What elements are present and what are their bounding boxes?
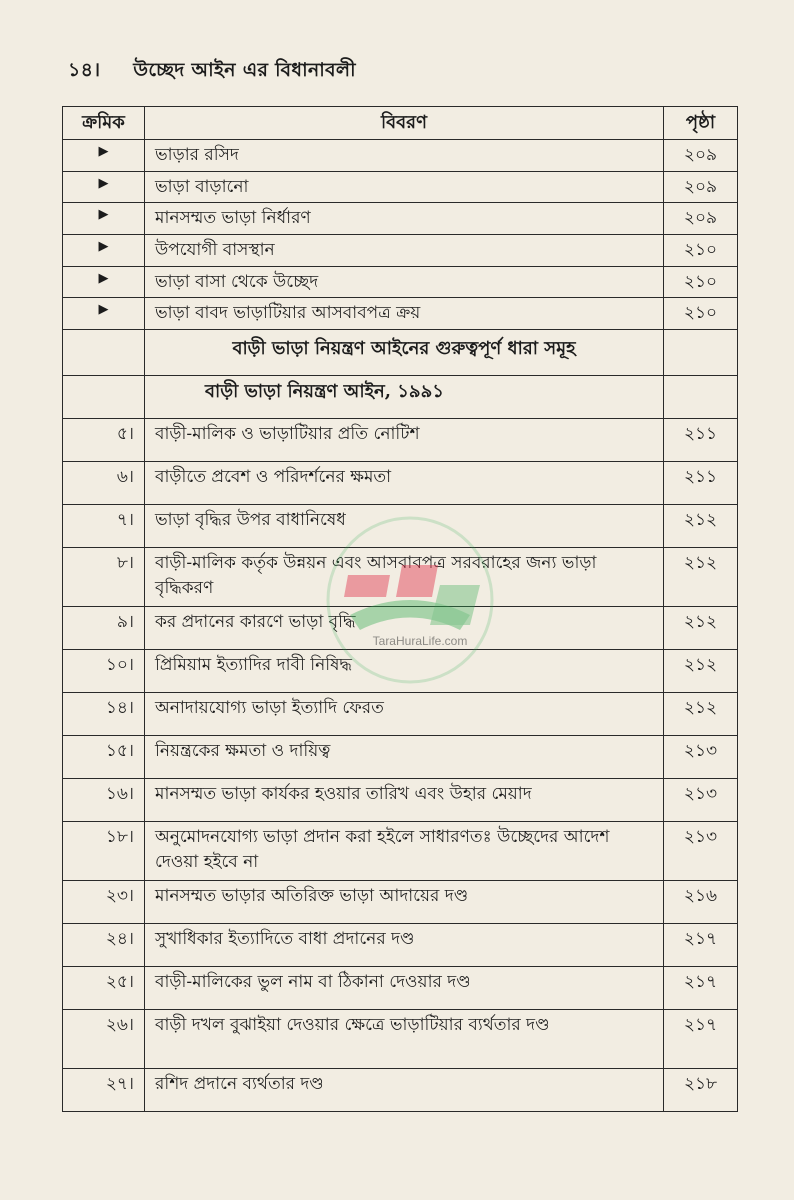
row-page: ২১১ — [664, 418, 738, 461]
empty-cell — [63, 375, 145, 418]
table-row — [63, 235, 738, 267]
page-title: উচ্ছেদ আইন এর বিধানাবলী — [133, 59, 356, 81]
row-page: ২০৯ — [664, 140, 738, 172]
row-page: ২১১ — [664, 461, 738, 504]
table-row — [63, 966, 738, 1009]
empty-cell — [664, 375, 738, 418]
row-text: নিয়ন্ত্রকের ক্ষমতা ও দায়িত্ব — [145, 735, 664, 778]
row-text: ভাড়া বাসা থেকে উচ্ছেদ — [145, 266, 664, 298]
row-page: ২০৯ — [664, 203, 738, 235]
row-serial: ৬। — [63, 461, 145, 504]
table-row — [63, 1068, 738, 1111]
watermark-text: TaraHuraLife.com — [372, 634, 468, 648]
empty-cell — [63, 329, 145, 375]
table-row — [63, 649, 738, 692]
row-text: কর প্রদানের কারণে ভাড়া বৃদ্ধি — [145, 606, 664, 649]
row-page: ২১২ — [664, 606, 738, 649]
row-text: ভাড়া বাড়ানো — [145, 171, 664, 203]
row-serial: ৯। — [63, 606, 145, 649]
column-header-serial: ক্রমিক — [63, 107, 145, 140]
row-text: প্রিমিয়াম ইত্যাদির দাবী নিষিদ্ধ — [145, 649, 664, 692]
table-row — [63, 735, 738, 778]
row-serial: ১৬। — [63, 778, 145, 821]
section-subtitle: বাড়ী ভাড়া নিয়ন্ত্রণ আইন, ১৯৯১ — [145, 375, 664, 418]
row-text: ভাড়া বাবদ ভাড়াটিয়ার আসবাবপত্র ক্রয় — [145, 298, 664, 330]
table-row — [63, 203, 738, 235]
row-serial: ৭। — [63, 504, 145, 547]
row-text: ভাড়ার রসিদ — [145, 140, 664, 172]
section-subtitle-row — [63, 375, 738, 418]
table-row — [63, 880, 738, 923]
bullet-icon: ▶ — [63, 266, 145, 298]
row-text: বাড়ীতে প্রবেশ ও পরিদর্শনের ক্ষমতা — [145, 461, 664, 504]
row-text: মানসম্মত ভাড়া কার্যকর হওয়ার তারিখ এবং উহার মেয়াদ — [145, 778, 664, 821]
row-text: সুখাধিকার ইত্যাদিতে বাধা প্রদানের দণ্ড — [145, 923, 664, 966]
row-text: মানসম্মত ভাড়া নির্ধারণ — [145, 203, 664, 235]
row-page: ২১২ — [664, 649, 738, 692]
table-row — [63, 547, 738, 606]
table-row — [63, 171, 738, 203]
row-text: বাড়ী-মালিক ও ভাড়াটিয়ার প্রতি নোটিশ — [145, 418, 664, 461]
row-page: ২১৩ — [664, 735, 738, 778]
row-page: ২১২ — [664, 692, 738, 735]
table-row — [63, 266, 738, 298]
row-text: ভাড়া বৃদ্ধির উপর বাধানিষেধ — [145, 504, 664, 547]
row-serial: ২৫। — [63, 966, 145, 1009]
row-serial: ১০। — [63, 649, 145, 692]
column-header-description: বিবরণ — [145, 107, 664, 140]
table-row — [63, 692, 738, 735]
row-text: বাড়ী দখল বুঝাইয়া দেওয়ার ক্ষেত্রে ভাড়াটিয়ার ব্যর্থতার দণ্ড — [145, 1009, 664, 1068]
row-serial: ২৬। — [63, 1009, 145, 1068]
row-serial: ২৪। — [63, 923, 145, 966]
page-header — [68, 56, 356, 88]
row-serial: ১৮। — [63, 821, 145, 880]
row-text: উপযোগী বাসস্থান — [145, 235, 664, 267]
row-page: ২১৮ — [664, 1068, 738, 1111]
empty-cell — [664, 329, 738, 375]
table-row — [63, 504, 738, 547]
row-page: ২১০ — [664, 298, 738, 330]
row-page: ২১৭ — [664, 923, 738, 966]
row-page: ২১৭ — [664, 966, 738, 1009]
table-row — [63, 1009, 738, 1068]
table-row — [63, 606, 738, 649]
bullet-icon: ▶ — [63, 298, 145, 330]
bullet-icon: ▶ — [63, 235, 145, 267]
row-page: ২০৯ — [664, 171, 738, 203]
row-serial: ৫। — [63, 418, 145, 461]
table-row — [63, 298, 738, 330]
row-text: অনুমোদনযোগ্য ভাড়া প্রদান করা হইলে সাধারণতঃ উচ্ছেদের আদেশ দেওয়া হইবে না — [145, 821, 664, 880]
row-serial: ২৩। — [63, 880, 145, 923]
row-text: রশিদ প্রদানে ব্যর্থতার দণ্ড — [145, 1068, 664, 1111]
row-page: ২১৬ — [664, 880, 738, 923]
row-text: বাড়ী-মালিকের ভুল নাম বা ঠিকানা দেওয়ার দণ্ড — [145, 966, 664, 1009]
row-page: ২১০ — [664, 235, 738, 267]
page-number: ১৪। — [68, 59, 101, 81]
bullet-icon: ▶ — [63, 171, 145, 203]
table-row — [63, 923, 738, 966]
row-serial: ৮। — [63, 547, 145, 606]
row-page: ২১২ — [664, 504, 738, 547]
bullet-icon: ▶ — [63, 203, 145, 235]
row-serial: ১৪। — [63, 692, 145, 735]
section-title: বাড়ী ভাড়া নিয়ন্ত্রণ আইনের গুরুত্বপূর্ণ ধারা সমূহ — [145, 329, 664, 375]
row-text: অনাদায়যোগ্য ভাড়া ইত্যাদি ফেরত — [145, 692, 664, 735]
table-row — [63, 461, 738, 504]
row-page: ২১৩ — [664, 778, 738, 821]
section-title-row — [63, 329, 738, 375]
row-page: ২১৭ — [664, 1009, 738, 1068]
row-page: ২১৩ — [664, 821, 738, 880]
row-page: ২১২ — [664, 547, 738, 606]
row-serial: ২৭। — [63, 1068, 145, 1111]
row-serial: ১৫। — [63, 735, 145, 778]
table-row — [63, 418, 738, 461]
table-row — [63, 140, 738, 172]
column-header-page: পৃষ্ঠা — [664, 107, 738, 140]
table-row — [63, 821, 738, 880]
row-page: ২১০ — [664, 266, 738, 298]
bullet-icon: ▶ — [63, 140, 145, 172]
table-header-row — [63, 107, 738, 140]
contents-table — [62, 106, 738, 1112]
row-text: বাড়ী-মালিক কর্তৃক উন্নয়ন এবং আসবাবপত্র সরবরাহের জন্য ভাড়া বৃদ্ধিকরণ — [145, 547, 664, 606]
table-row — [63, 778, 738, 821]
row-text: মানসম্মত ভাড়ার অতিরিক্ত ভাড়া আদায়ের দণ্ড — [145, 880, 664, 923]
